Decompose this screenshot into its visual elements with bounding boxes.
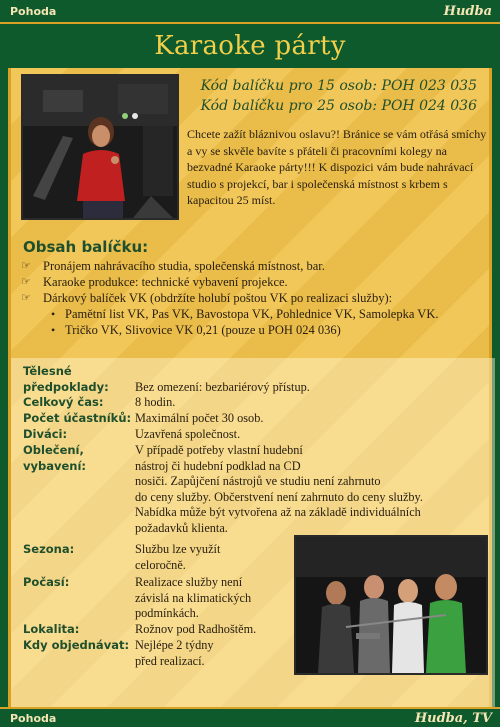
sub-list-item: • Tričko VK, Slivovice VK 0,21 (pouze u POH 024 036) [51,323,341,337]
pointing-hand-icon: ☞ [21,259,31,272]
footer-section-label: Pohoda [10,711,57,725]
section-label: Pohoda [10,4,57,18]
category-label: Hudba [443,3,492,19]
title-band [0,22,500,68]
bullet-icon: • [51,307,56,321]
package-code-15: Kód balíčku pro 15 osob: POH 023 035 [200,78,477,94]
karaoke-group-photo [294,535,488,675]
package-content-heading: Obsah balíčku: [23,238,149,256]
package-content-list [21,258,491,338]
list-item: ☞ Pronájem nahrávacího studia, společenská místnost, bar. [21,259,325,273]
package-code-25: Kód balíčku pro 25 osob: POH 024 036 [200,98,477,114]
bottom-bar [0,707,500,727]
package-codes [177,76,477,116]
details-section: Tělesné předpoklady: Bez omezení: bezbariérový přístup. Celkový čas: 8 hodin. Počet účastníků: Maximální počet 30 osob. Diváci: Uzavřená společnost. Oblečení, vybavení: V případě potřeby vlastní hudební nástroj či hudební podklad na CD nosiči. Zapůjčení nástrojů ve studiu není zahrnuto do ceny služby. Občerstvení není zahrnuto do ceny služby. Nabídka může být vytvořena až na základě individuálních požadavků klienta. Sezona: Službu lze využít celoročně. Počasí: Realizace služby není závislá na klimatických podmínkách. Lokalita: Rožnov pod Radhoštěm. Kdy objednávat: Nejlépe 2 týdny před realizací. [11,358,495,707]
footer-category-label: Hudba, TV [414,710,492,726]
pointing-hand-icon: ☞ [21,291,31,304]
sub-list-item: • Pamětní list VK, Pas VK, Bavostopa VK, Pohlednice VK, Samolepka VK. [51,307,439,321]
list-item: ☞ Dárkový balíček VK (obdržíte holubí poštou VK po realizaci služby): [21,291,393,305]
intro-text: Chcete zažít bláznivou oslavu?! Bránice se vám otřásá smíchy a vy se skvěle bavíte s přáteli či pracovními kolegy na bezvadné Karaoke párty!!! K dispozici vám bude nahrávací studio s projekcí, bar i společenská místnost s krbem s kapacitou 25 míst. [187,127,487,207]
pointing-hand-icon: ☞ [21,275,31,288]
karaoke-singer-photo [21,74,179,220]
top-bar [0,0,500,22]
list-item: ☞ Karaoke produkce: technické vybavení projekce. [21,275,288,289]
bullet-icon: • [51,323,56,337]
page-title: Karaoke párty [154,31,346,61]
content-panel [8,68,492,707]
